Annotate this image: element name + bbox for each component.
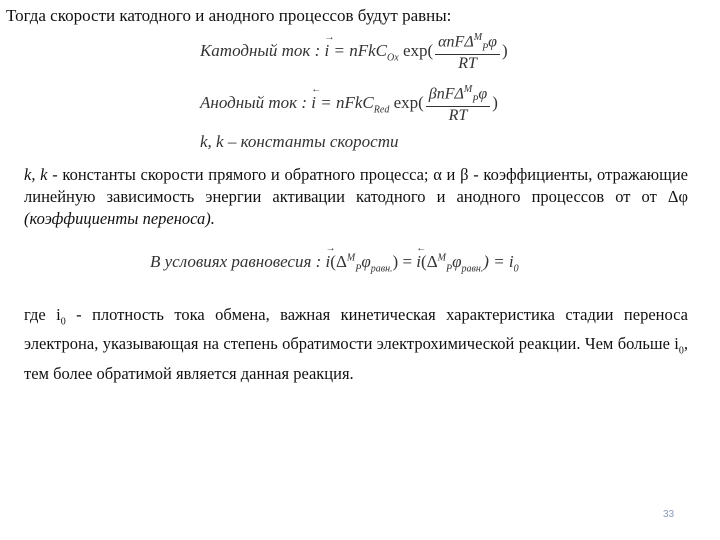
anodic-exp: exp( <box>393 93 424 113</box>
rate-constants-formula <box>200 132 399 152</box>
anodic-sub: Red <box>373 104 390 116</box>
cathodic-current-formula <box>200 32 508 73</box>
paragraph-constants <box>24 164 688 230</box>
k-symbols: k, k <box>24 165 48 184</box>
equilibrium-label: В условиях равновесия : <box>150 252 322 271</box>
rate-constants-text: – константы скорости <box>227 132 399 151</box>
anodic-current-formula <box>200 84 498 125</box>
anodic-i-symbol: ← i <box>311 84 322 113</box>
cathodic-rhs: = nFkC <box>333 41 388 61</box>
cathodic-close: ) <box>502 41 508 61</box>
equilibrium-forward-i: → i <box>325 243 336 271</box>
page-number: 33 <box>663 509 675 520</box>
cathodic-i-symbol: → i <box>324 32 335 61</box>
cathodic-exp: exp( <box>402 41 434 61</box>
paragraph-constants-text: - константы скорости прямого и обратного процесса; α и β - коэффициенты, отражающие линейную зависимость энергии активации катодного и анодного процессов от от Δφ <box>24 165 688 206</box>
anodic-fraction: $\frac{\beta nF\Delta^M_P\varphi}{RT}$ <box>426 84 490 125</box>
cathodic-label: Катодный ток : <box>200 41 321 61</box>
paragraph-exchange-current: где $i_0$ - плотность тока обмена, важная кинетическая характеристика стадии переноса электрона, указывающая на степень обратимости электрохимической реакции. Чем больше $i_0$, тем более обратимой является данная реакция. <box>24 305 689 383</box>
rate-constants-symbols: k, k <box>200 132 224 151</box>
intro-text: Тогда скорости катодного и анодного процессов будут равны: <box>6 6 452 25</box>
anodic-close: ) <box>492 93 498 113</box>
transfer-coefficients-note: (коэффициенты переноса). <box>24 209 215 228</box>
anodic-label: Анодный ток : <box>200 93 308 113</box>
equilibrium-reverse-i: ← i <box>416 243 427 271</box>
equilibrium-formula: В условиях равновесия : → $i(\Delta^M_P\varphi_{равн.})$ = ← $i(\Delta^M_P\varphi_{равн.}) = i_0$ <box>150 243 519 275</box>
cathodic-sub: Ox <box>387 52 399 64</box>
cathodic-fraction: $\frac{\alpha nF\Delta^M_P\varphi}{RT}$ <box>435 32 500 73</box>
anodic-rhs: = nFkC <box>320 93 374 113</box>
